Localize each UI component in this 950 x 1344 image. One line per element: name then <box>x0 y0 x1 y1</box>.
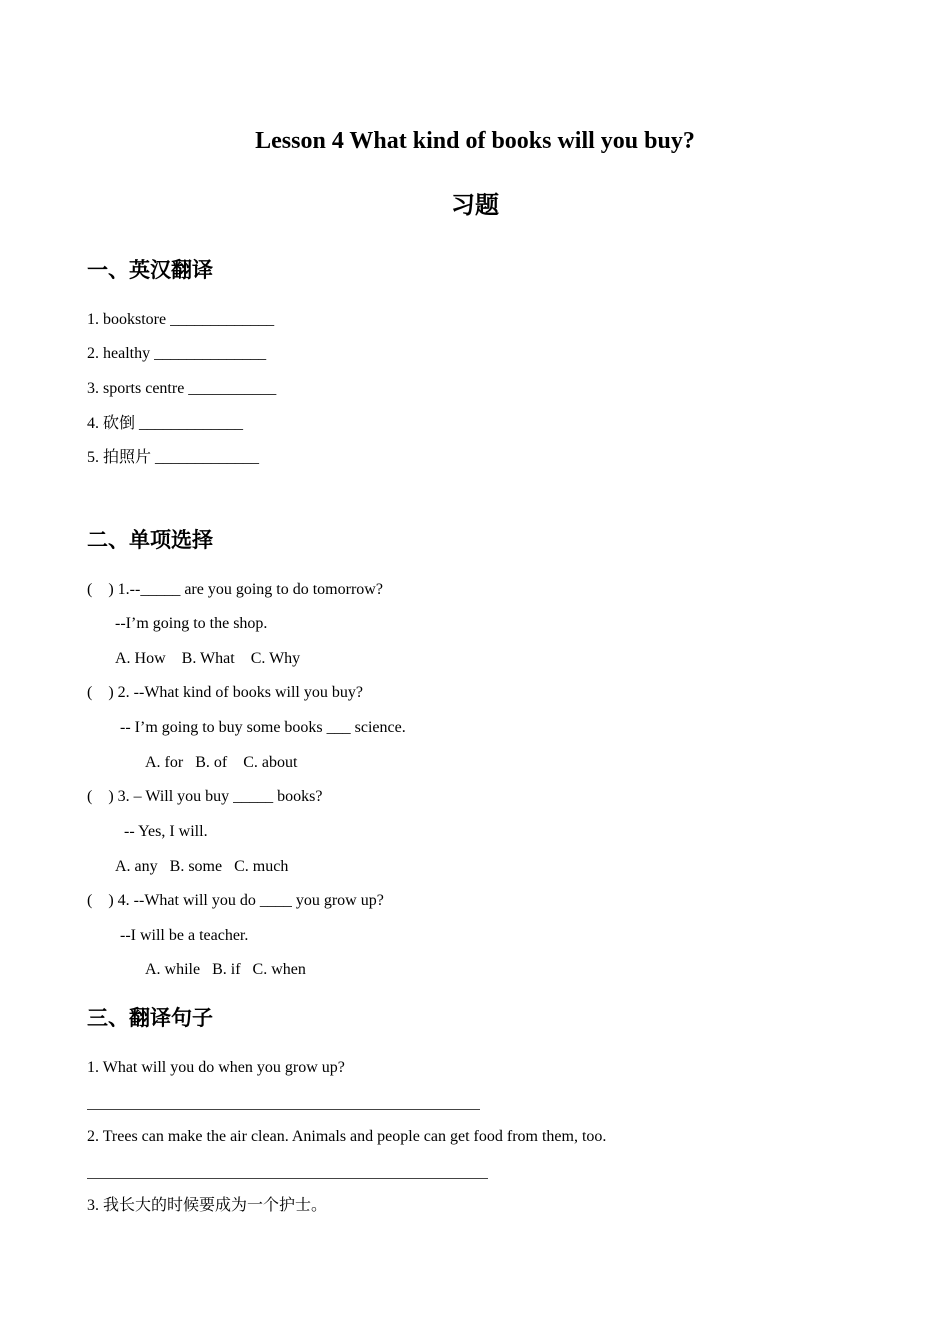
question-2-stem: ( ) 2. --What kind of books will you buy? <box>87 684 363 701</box>
translation-item-3: 3. sports centre ___________ <box>87 380 277 397</box>
translation-item-5: 5. 拍照片 _____________ <box>87 449 260 466</box>
question-1-stem: ( ) 1.--_____ are you going to do tomorrow? <box>87 581 383 598</box>
worksheet-title: Lesson 4 What kind of books will you buy? <box>255 128 695 154</box>
question-4-options: A. while B. if C. when <box>145 961 306 978</box>
section-heading-sentence-translation: 三、翻译句子 <box>87 1006 213 1030</box>
sentence-item-2: 2. Trees can make the air clean. Animals and people can get food from them, too. <box>87 1128 607 1145</box>
question-4-stem: ( ) 4. --What will you do ____ you grow up? <box>87 892 384 909</box>
question-2-answer: -- I’m going to buy some books ___ science. <box>120 719 406 736</box>
answer-line-1 <box>87 1109 480 1110</box>
answer-line-2 <box>87 1178 488 1179</box>
translation-item-4: 4. 砍倒 _____________ <box>87 415 244 432</box>
question-1-answer: --I’m going to the shop. <box>115 615 268 632</box>
translation-item-2: 2. healthy ______________ <box>87 345 267 362</box>
question-1-options: A. How B. What C. Why <box>115 650 301 667</box>
question-3-answer: -- Yes, I will. <box>124 823 208 840</box>
section-heading-translation-en-zh: 一、英汉翻译 <box>87 258 213 282</box>
question-3-options: A. any B. some C. much <box>115 858 289 875</box>
sentence-item-1: 1. What will you do when you grow up? <box>87 1059 345 1076</box>
worksheet-subtitle: 习题 <box>451 191 499 219</box>
question-2-options: A. for B. of C. about <box>145 754 298 771</box>
section-heading-multiple-choice: 二、单项选择 <box>87 528 213 552</box>
question-4-answer: --I will be a teacher. <box>120 927 249 944</box>
sentence-item-3: 3. 我长大的时候要成为一个护士。 <box>87 1197 328 1214</box>
question-3-stem: ( ) 3. – Will you buy _____ books? <box>87 788 323 805</box>
translation-item-1: 1. bookstore _____________ <box>87 311 275 328</box>
